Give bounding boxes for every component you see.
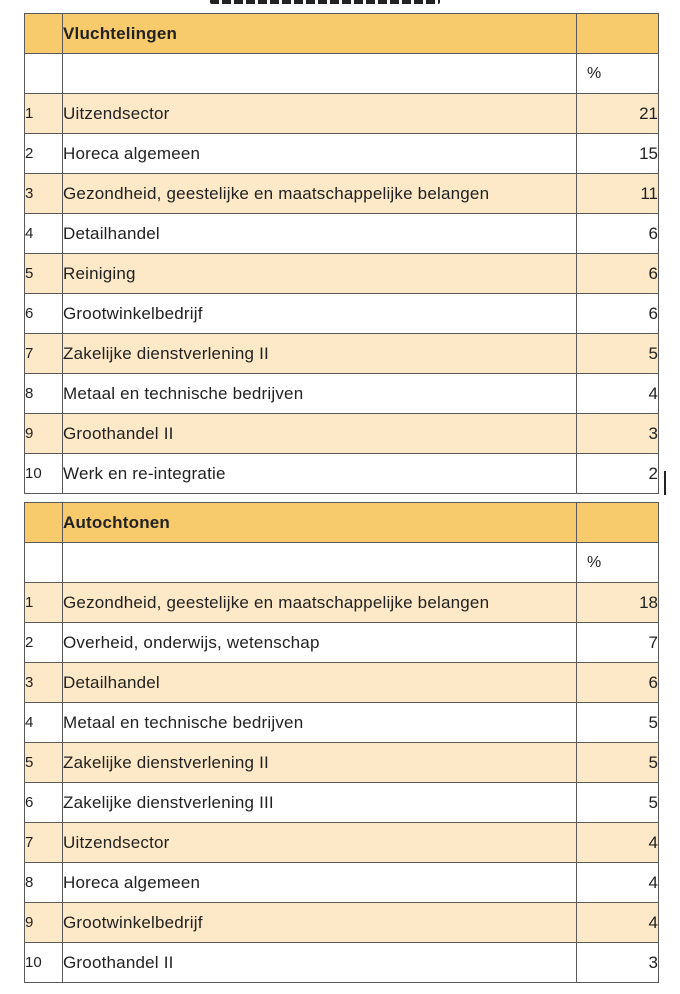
header-value-cell (577, 14, 659, 54)
table-title: Autochtonen (63, 503, 577, 543)
sector-label: Zakelijke dienstverlening III (63, 783, 577, 823)
table-row (25, 783, 659, 823)
percentage-value: 5 (577, 334, 659, 374)
percentage-value: 4 (577, 823, 659, 863)
sector-label: Werk en re-integratie (63, 454, 577, 494)
table-row (25, 334, 659, 374)
percentage-value: 11 (577, 174, 659, 214)
table-row (25, 374, 659, 414)
sector-label: Metaal en technische bedrijven (63, 374, 577, 414)
table-row (25, 863, 659, 903)
percentage-value: 3 (577, 943, 659, 983)
unit-row (25, 543, 659, 583)
table-row (25, 823, 659, 863)
rank-cell: 7 (25, 334, 63, 374)
rank-cell: 6 (25, 783, 63, 823)
header-corner-cell (25, 14, 63, 54)
sector-label: Grootwinkelbedrijf (63, 903, 577, 943)
sector-label: Uitzendsector (63, 94, 577, 134)
rank-cell: 1 (25, 583, 63, 623)
percentage-value: 4 (577, 903, 659, 943)
percentage-value: 21 (577, 94, 659, 134)
percentage-value: 3 (577, 414, 659, 454)
rank-cell: 1 (25, 94, 63, 134)
rank-cell: 10 (25, 454, 63, 494)
sector-table-vluchtelingen (24, 13, 659, 494)
table-title: Vluchtelingen (63, 14, 577, 54)
table-row (25, 214, 659, 254)
table-row (25, 454, 659, 494)
rank-cell: 4 (25, 703, 63, 743)
rank-cell: 3 (25, 174, 63, 214)
rank-cell: 6 (25, 294, 63, 334)
table-row (25, 414, 659, 454)
percentage-value: 2 (577, 454, 659, 494)
table-row (25, 943, 659, 983)
rank-cell: 2 (25, 623, 63, 663)
percentage-value: 4 (577, 374, 659, 414)
sector-label: Detailhandel (63, 663, 577, 703)
unit-row-blank (63, 543, 577, 583)
percentage-value: 15 (577, 134, 659, 174)
percentage-value: 6 (577, 254, 659, 294)
sector-label: Overheid, onderwijs, wetenschap (63, 623, 577, 663)
table-row (25, 623, 659, 663)
sector-label: Horeca algemeen (63, 134, 577, 174)
unit-row (25, 54, 659, 94)
sector-label: Zakelijke dienstverlening II (63, 743, 577, 783)
sector-label: Detailhandel (63, 214, 577, 254)
rank-cell: 9 (25, 903, 63, 943)
header-value-cell (577, 503, 659, 543)
unit-label: % (577, 543, 659, 583)
table-header-row (25, 503, 659, 543)
sector-label: Reiniging (63, 254, 577, 294)
table-row (25, 254, 659, 294)
percentage-value: 6 (577, 214, 659, 254)
sector-label: Zakelijke dienstverlening II (63, 334, 577, 374)
percentage-value: 5 (577, 783, 659, 823)
sector-label: Metaal en technische bedrijven (63, 703, 577, 743)
header-corner-cell (25, 503, 63, 543)
edge-mark (664, 471, 666, 495)
percentage-value: 18 (577, 583, 659, 623)
percentage-value: 5 (577, 703, 659, 743)
table-row (25, 703, 659, 743)
sector-label: Uitzendsector (63, 823, 577, 863)
table-row (25, 174, 659, 214)
sector-label: Gezondheid, geestelijke en maatschappelijke belangen (63, 174, 577, 214)
rank-cell: 7 (25, 823, 63, 863)
sector-label: Groothandel II (63, 414, 577, 454)
percentage-value: 6 (577, 294, 659, 334)
percentage-value: 4 (577, 863, 659, 903)
unit-row-blank (25, 543, 63, 583)
rank-cell: 2 (25, 134, 63, 174)
rank-cell: 8 (25, 374, 63, 414)
sector-label: Gezondheid, geestelijke en maatschappelijke belangen (63, 583, 577, 623)
table-header-row (25, 14, 659, 54)
table-row (25, 583, 659, 623)
sector-label: Horeca algemeen (63, 863, 577, 903)
percentage-value: 6 (577, 663, 659, 703)
percentage-value: 7 (577, 623, 659, 663)
rank-cell: 10 (25, 943, 63, 983)
rank-cell: 5 (25, 254, 63, 294)
table-row (25, 94, 659, 134)
unit-row-blank (25, 54, 63, 94)
table-row (25, 743, 659, 783)
sector-label: Grootwinkelbedrijf (63, 294, 577, 334)
rank-cell: 3 (25, 663, 63, 703)
table-row (25, 134, 659, 174)
sector-label: Groothandel II (63, 943, 577, 983)
cropped-heading (0, 0, 680, 8)
rank-cell: 8 (25, 863, 63, 903)
sector-table-autochtonen (24, 502, 659, 983)
table-row (25, 294, 659, 334)
table-row (25, 663, 659, 703)
rank-cell: 9 (25, 414, 63, 454)
table-row (25, 903, 659, 943)
unit-row-blank (63, 54, 577, 94)
percentage-value: 5 (577, 743, 659, 783)
unit-label: % (577, 54, 659, 94)
cropped-heading-fragment (210, 0, 440, 4)
rank-cell: 4 (25, 214, 63, 254)
rank-cell: 5 (25, 743, 63, 783)
